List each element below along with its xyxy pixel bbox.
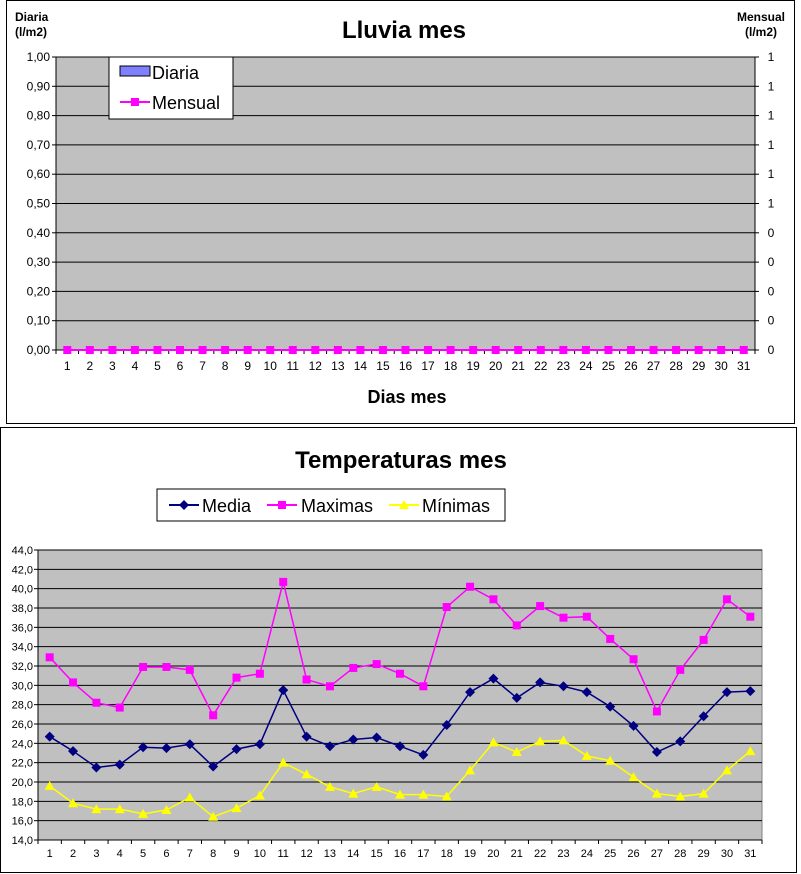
- rain-y-tick-label: 0,00: [26, 343, 50, 357]
- rain-x-tick-label: 1: [63, 359, 71, 373]
- rain-monthly-point: [221, 346, 229, 354]
- temperature-point-maximas: [349, 664, 357, 672]
- rain-monthly-point: [63, 346, 71, 354]
- temperature-point-maximas: [69, 678, 77, 686]
- rain-monthly-point: [356, 346, 364, 354]
- temperature-y-tick-label: 16,0: [11, 815, 33, 828]
- rain-x-tick-label: 19: [466, 359, 480, 373]
- rain-y-tick-label: 0,60: [26, 167, 50, 182]
- rain-y2-tick-label: 0: [767, 313, 775, 328]
- temperature-point-maximas: [256, 670, 264, 678]
- temperature-y-tick-label: 26,0: [11, 719, 33, 731]
- temperature-x-tick-label: 6: [163, 848, 170, 860]
- temperature-point-maximas: [326, 682, 334, 690]
- rain-monthly-point: [131, 346, 139, 354]
- temperature-x-tick-label: 11: [277, 848, 289, 860]
- temperature-x-tick-label: 17: [417, 848, 430, 860]
- temperature-y-tick-label: 30,0: [11, 680, 33, 693]
- rain-monthly-point: [559, 346, 567, 354]
- rain-left-axis-title-line2: (l/m2): [15, 25, 48, 39]
- temperature-x-tick-label: 15: [370, 848, 383, 860]
- rain-x-tick-label: 22: [534, 359, 548, 373]
- temperature-point-maximas: [209, 711, 217, 719]
- temperature-chart: [1, 428, 798, 874]
- temperature-x-tick-label: 3: [93, 848, 100, 860]
- temperature-point-maximas: [583, 613, 591, 621]
- rain-monthly-point: [447, 346, 455, 354]
- rain-y-tick-label: 0,50: [26, 196, 50, 211]
- temperature-x-tick-label: 23: [557, 848, 570, 860]
- temperature-point-maximas: [746, 613, 754, 621]
- temperature-x-tick-label: 22: [534, 848, 547, 860]
- rain-x-tick-label: 10: [263, 359, 277, 373]
- rain-x-axis-title: Dias mes: [367, 387, 447, 407]
- rain-x-tick-label: 9: [244, 359, 252, 373]
- temperature-y-tick-label: 24,0: [11, 738, 33, 751]
- rain-monthly-point: [672, 346, 680, 354]
- temperature-point-maximas: [303, 676, 311, 684]
- temperature-point-maximas: [606, 635, 614, 643]
- rain-monthly-point: [424, 346, 432, 354]
- rain-monthly-point: [492, 346, 500, 354]
- temperature-point-maximas: [443, 603, 451, 611]
- legend-marker-maximas: [278, 501, 286, 509]
- rain-x-tick-label: 26: [624, 359, 638, 373]
- legend-label-mensual: Mensual: [152, 93, 221, 113]
- rain-right-axis-title-line2: (l/m2): [744, 25, 777, 39]
- rain-x-tick-label: 31: [737, 359, 751, 373]
- rain-x-tick-label: 11: [286, 359, 299, 373]
- rain-chart-panel: [6, 0, 795, 424]
- rain-monthly-point: [176, 346, 184, 354]
- rain-monthly-point: [153, 346, 161, 354]
- temperature-y-tick-label: 36,0: [11, 622, 33, 635]
- rain-x-tick-label: 30: [714, 359, 728, 373]
- rain-monthly-point: [740, 346, 748, 354]
- rain-x-tick-label: 24: [579, 359, 593, 373]
- rain-x-tick-label: 8: [221, 359, 229, 373]
- temperature-point-maximas: [373, 660, 381, 668]
- rain-x-tick-label: 29: [691, 359, 706, 373]
- temperature-point-maximas: [559, 614, 567, 622]
- legend-label-diaria: Diaria: [152, 63, 200, 83]
- temperature-chart-title: Temperaturas mes: [295, 447, 507, 474]
- temperature-point-maximas: [723, 595, 731, 603]
- rain-y2-tick-label: 0: [767, 343, 775, 357]
- rain-monthly-point: [289, 346, 297, 354]
- temperature-x-tick-label: 5: [140, 848, 147, 860]
- rain-monthly-point: [695, 346, 703, 354]
- rain-x-tick-label: 6: [176, 359, 184, 373]
- temperature-point-maximas: [116, 704, 124, 712]
- temperature-point-maximas: [700, 636, 708, 644]
- temperature-x-tick-label: 8: [210, 848, 217, 860]
- rain-monthly-point: [108, 346, 116, 354]
- temperature-y-tick-label: 22,0: [11, 757, 33, 770]
- rain-monthly-point: [627, 346, 635, 354]
- rain-y-tick-label: 0,70: [26, 137, 50, 152]
- rain-monthly-point: [650, 346, 658, 354]
- temperature-y-tick-label: 32,0: [11, 661, 33, 673]
- temperature-x-tick-label: 26: [627, 848, 640, 860]
- rain-monthly-point: [311, 346, 319, 354]
- rain-x-tick-label: 17: [421, 359, 435, 373]
- rain-x-tick-label: 28: [669, 359, 683, 373]
- temperature-y-tick-label: 28,0: [11, 699, 33, 712]
- rain-y-tick-label: 1,00: [26, 50, 50, 64]
- temperature-x-tick-label: 29: [697, 848, 710, 860]
- rain-y2-tick-label: 0: [767, 284, 775, 299]
- rain-legend: [109, 57, 233, 119]
- rain-x-tick-label: 7: [199, 359, 206, 373]
- rain-y2-tick-label: 1: [767, 137, 775, 152]
- rain-x-tick-label: 14: [353, 359, 368, 373]
- temperature-point-maximas: [396, 670, 404, 678]
- rain-monthly-point: [537, 346, 545, 354]
- rain-x-tick-label: 4: [131, 359, 139, 373]
- temperature-y-tick-label: 20,0: [11, 777, 33, 789]
- temperature-x-tick-label: 30: [720, 848, 734, 860]
- temperature-x-tick-label: 18: [440, 848, 453, 860]
- temperature-x-tick-label: 1: [46, 848, 53, 860]
- temperature-y-tick-label: 40,0: [11, 583, 33, 596]
- temperature-y-tick-label: 42,0: [11, 564, 33, 577]
- legend-bar-swatch: [120, 66, 150, 76]
- legend-label-media: Media: [202, 496, 252, 516]
- rain-x-tick-label: 21: [511, 359, 525, 373]
- temperature-x-tick-label: 25: [604, 848, 617, 860]
- temperature-point-maximas: [489, 595, 497, 603]
- temperature-x-tick-label: 7: [186, 848, 193, 860]
- rain-chart: [7, 1, 796, 425]
- rain-monthly-point: [199, 346, 207, 354]
- temperature-point-maximas: [536, 602, 544, 610]
- rain-x-tick-label: 23: [556, 359, 571, 373]
- rain-x-tick-label: 5: [154, 359, 161, 373]
- temperature-point-maximas: [279, 578, 287, 586]
- temperature-y-tick-label: 34,0: [11, 641, 33, 654]
- rain-monthly-point: [86, 346, 94, 354]
- rain-x-tick-label: 15: [376, 359, 390, 373]
- rain-chart-title: Lluvia mes: [341, 17, 467, 44]
- temperature-x-tick-label: 16: [393, 848, 407, 860]
- rain-y-tick-label: 0,80: [26, 108, 50, 123]
- temperature-point-maximas: [139, 663, 147, 671]
- rain-x-tick-label: 20: [489, 359, 503, 373]
- rain-y2-tick-label: 1: [767, 50, 775, 64]
- temperature-point-maximas: [653, 707, 661, 715]
- temperature-x-tick-label: 31: [744, 848, 757, 860]
- rain-y2-tick-label: 1: [767, 196, 775, 211]
- temperature-y-tick-label: 44,0: [11, 545, 33, 557]
- temperature-x-tick-label: 4: [116, 848, 123, 860]
- temperature-plot-area: [12, 545, 762, 860]
- rain-x-tick-label: 27: [646, 359, 661, 373]
- legend-label-minimas: Mínimas: [422, 496, 491, 516]
- temperature-x-tick-label: 24: [580, 848, 593, 860]
- rain-monthly-point: [266, 346, 274, 354]
- rain-y2-tick-label: 1: [767, 108, 775, 123]
- temperature-point-maximas: [233, 674, 241, 682]
- rain-x-tick-label: 18: [443, 359, 458, 373]
- rain-y-tick-label: 0,30: [26, 255, 50, 270]
- temperature-x-tick-label: 12: [300, 848, 313, 860]
- rain-monthly-point: [334, 346, 342, 354]
- temperature-x-tick-label: 9: [233, 848, 240, 860]
- rain-y2-tick-label: 1: [767, 79, 775, 94]
- rain-x-tick-label: 16: [398, 359, 413, 373]
- rain-y-tick-label: 0,10: [26, 313, 50, 328]
- temperature-x-tick-label: 2: [69, 848, 77, 860]
- rain-left-axis-title-line1: Diaria: [15, 10, 49, 24]
- rain-right-axis-title-line1: Mensual: [736, 10, 785, 24]
- legend-marker-mensual: [131, 98, 139, 106]
- temperature-y-tick-label: 38,0: [11, 603, 33, 615]
- temperature-x-tick-label: 19: [463, 848, 477, 860]
- temperature-point-maximas: [186, 666, 194, 674]
- temperature-point-maximas: [466, 583, 474, 591]
- temperature-point-maximas: [419, 682, 427, 690]
- temperature-y-tick-label: 18,0: [11, 796, 33, 809]
- temperature-point-maximas: [513, 621, 521, 629]
- rain-y-tick-label: 0,20: [26, 284, 50, 299]
- temperature-x-tick-label: 20: [487, 848, 500, 860]
- temperature-legend: [157, 489, 505, 521]
- temperature-point-maximas: [162, 663, 170, 671]
- rain-monthly-point: [514, 346, 522, 354]
- legend-label-maximas: Maximas: [301, 496, 374, 516]
- rain-monthly-point: [244, 346, 252, 354]
- rain-monthly-point: [582, 346, 590, 354]
- temperature-point-maximas: [630, 655, 638, 663]
- temperature-x-tick-label: 10: [253, 848, 266, 860]
- rain-x-tick-label: 2: [86, 359, 94, 373]
- rain-monthly-point: [379, 346, 387, 354]
- rain-y2-tick-label: 0: [767, 255, 775, 270]
- rain-monthly-point: [604, 346, 612, 354]
- temperature-x-tick-label: 13: [323, 848, 337, 860]
- rain-x-tick-label: 3: [109, 359, 116, 373]
- rain-monthly-point: [717, 346, 725, 354]
- rain-x-tick-label: 13: [331, 359, 345, 373]
- rain-monthly-point: [402, 346, 410, 354]
- rain-x-tick-label: 12: [308, 359, 322, 373]
- temperature-x-tick-label: 27: [650, 848, 664, 860]
- temperature-x-tick-label: 14: [347, 848, 360, 860]
- temperature-x-tick-label: 21: [510, 848, 523, 860]
- temperature-x-tick-label: 28: [674, 848, 687, 860]
- rain-y2-tick-label: 0: [767, 225, 775, 240]
- rain-y2-tick-label: 1: [767, 167, 775, 182]
- rain-y-tick-label: 0,40: [26, 225, 50, 240]
- temperature-point-maximas: [676, 666, 684, 674]
- temperature-chart-panel: [0, 427, 797, 873]
- temperature-point-maximas: [92, 699, 100, 707]
- rain-monthly-point: [469, 346, 477, 354]
- rain-x-tick-label: 25: [601, 359, 616, 373]
- temperature-y-tick-label: 14,0: [11, 835, 33, 847]
- temperature-point-maximas: [46, 653, 54, 661]
- rain-y-tick-label: 0,90: [26, 79, 50, 94]
